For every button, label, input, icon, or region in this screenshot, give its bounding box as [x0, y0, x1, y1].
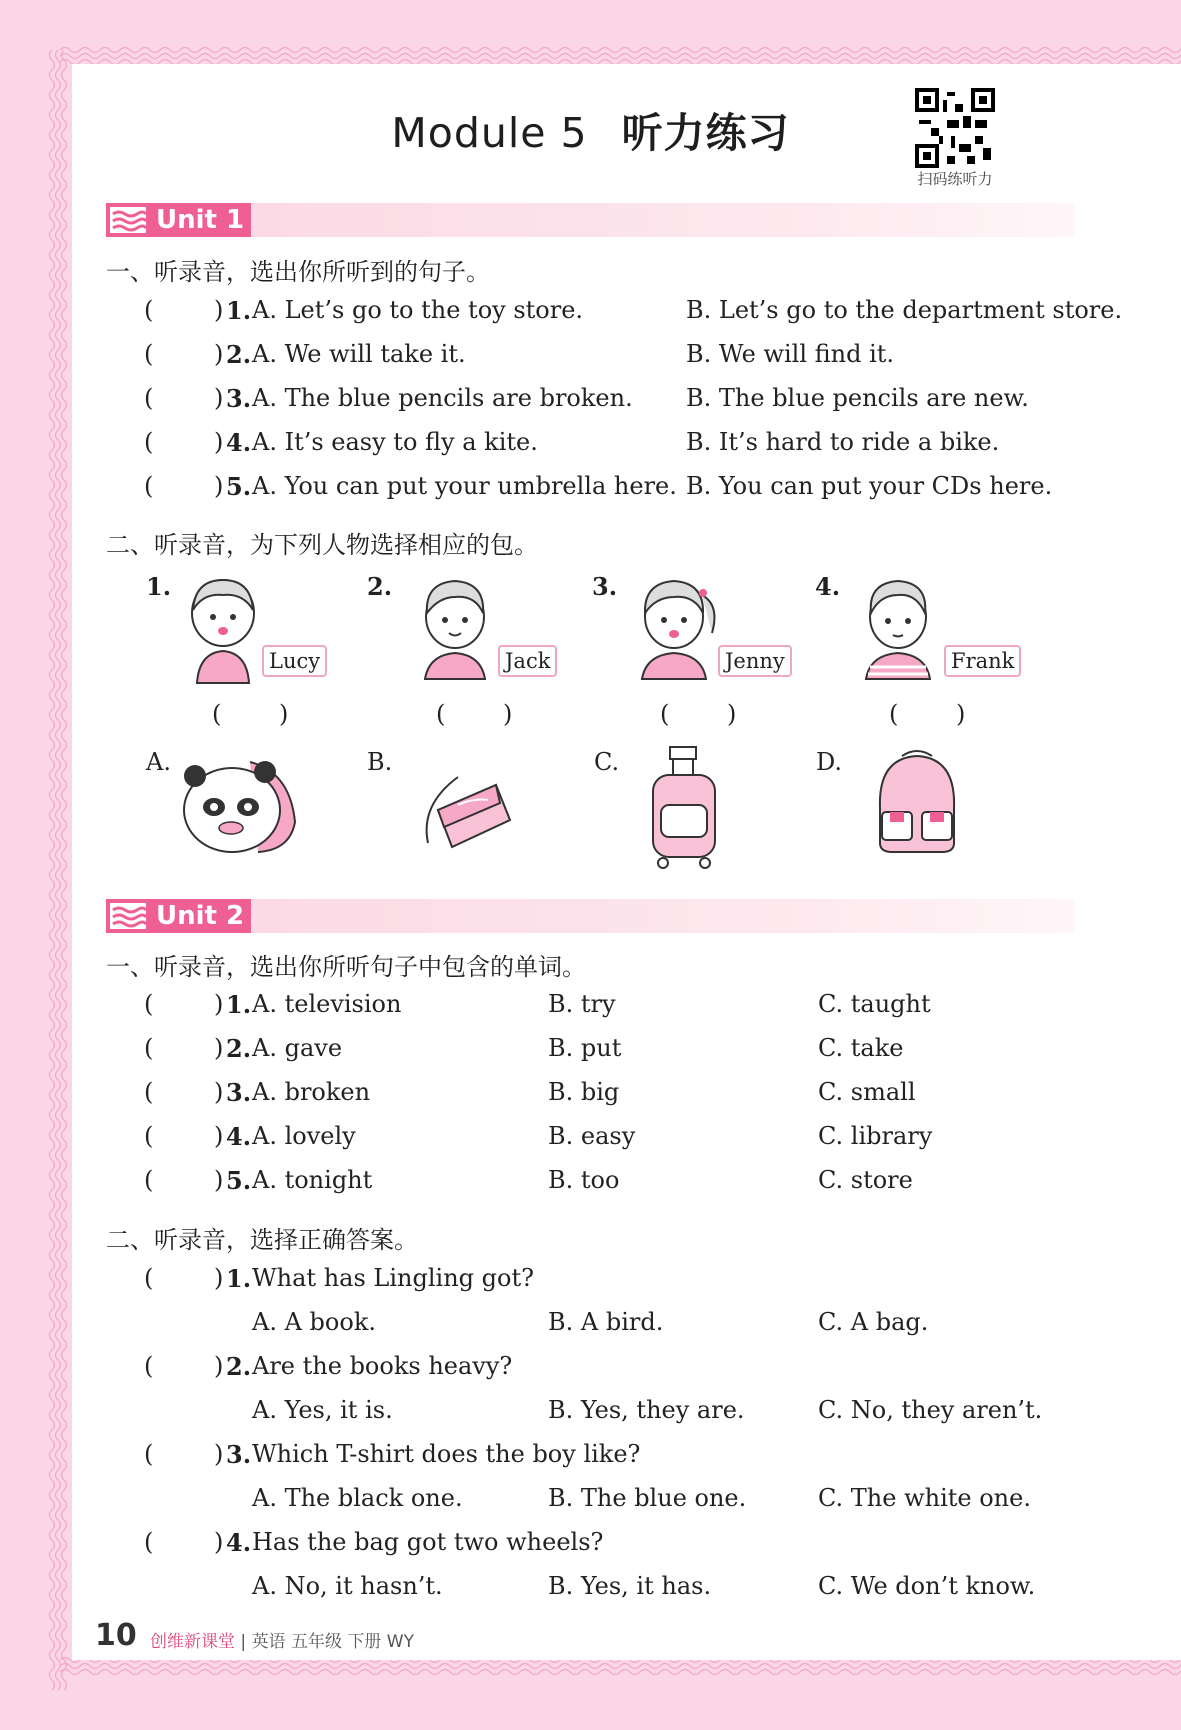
unit1-label: Unit 1	[156, 205, 245, 235]
answer-blank-open[interactable]: (	[144, 1166, 154, 1194]
option-c: C. We don’t know.	[818, 1572, 1036, 1600]
option-b: B. A bird.	[548, 1308, 664, 1336]
footer-text	[150, 1627, 414, 1652]
answer-blank-open[interactable]: (	[436, 700, 446, 728]
person-number: 2.	[367, 572, 393, 601]
option-b: B. We will find it.	[686, 340, 895, 368]
unit1-part1-instruction: 一、听录音，选出你所听到的句子。	[106, 258, 490, 286]
option-b: B. It’s hard to ride a bike.	[686, 428, 1000, 456]
question-number: 1.	[226, 990, 252, 1019]
option-b: B. big	[548, 1078, 620, 1106]
question-number: 3.	[226, 1440, 252, 1469]
page-title	[0, 100, 1181, 159]
bag-label: B.	[367, 748, 393, 776]
answer-blank-open[interactable]: (	[144, 1078, 154, 1106]
option-c: C. A bag.	[818, 1308, 929, 1336]
footer-divider: |	[240, 1632, 252, 1652]
option-b: B. Yes, it has.	[548, 1572, 712, 1600]
wave-icon	[110, 207, 146, 233]
option-a: A. Yes, it is.	[252, 1396, 393, 1424]
answer-blank-open[interactable]: (	[144, 296, 154, 324]
question-number: 1.	[226, 296, 252, 325]
answer-blank-open[interactable]: (	[144, 990, 154, 1018]
option-a: A. television	[252, 990, 402, 1018]
option-b: B. easy	[548, 1122, 636, 1150]
answer-blank-open[interactable]: (	[212, 700, 222, 728]
qr-caption: 扫码练听力	[917, 170, 993, 188]
answer-blank-close: )	[503, 700, 513, 728]
unit1-part2-instruction: 二、听录音，为下列人物选择相应的包。	[106, 531, 538, 559]
girl-jenny-illustration	[632, 575, 722, 680]
person-number: 1.	[146, 572, 172, 601]
option-c: C. small	[818, 1078, 916, 1106]
answer-blank-open[interactable]: (	[144, 1034, 154, 1062]
panda-backpack-illustration	[180, 752, 300, 857]
answer-blank-open[interactable]: (	[144, 1264, 154, 1292]
answer-blank-close: )	[279, 700, 289, 728]
option-c: C. store	[818, 1166, 913, 1194]
option-c: C. The white one.	[818, 1484, 1031, 1512]
trolley-backpack-illustration	[645, 745, 725, 870]
answer-blank-close: )	[214, 1034, 224, 1062]
module-label: Module 5	[391, 109, 588, 157]
unit2-label: Unit 2	[156, 901, 245, 931]
option-a: A. gave	[252, 1034, 343, 1062]
girl-lucy-illustration	[185, 575, 265, 685]
option-c: C. taught	[818, 990, 931, 1018]
question-number: 1.	[226, 1264, 252, 1293]
name-tag-lucy: Lucy	[262, 645, 327, 677]
option-c: C. library	[818, 1122, 933, 1150]
question-number: 2.	[226, 1034, 252, 1063]
answer-blank-close: )	[214, 1440, 224, 1468]
question-number: 3.	[226, 384, 252, 413]
answer-blank-close: )	[956, 700, 966, 728]
messenger-bag-illustration	[418, 765, 513, 855]
answer-blank-close: )	[214, 990, 224, 1018]
answer-blank-close: )	[727, 700, 737, 728]
qr-code-icon[interactable]	[915, 88, 995, 168]
name-tag-frank: Frank	[944, 645, 1021, 677]
option-a: A. No, it hasn’t.	[252, 1572, 443, 1600]
question-number: 4.	[226, 428, 252, 457]
unit2-part2-instruction: 二、听录音，选择正确答案。	[106, 1226, 418, 1254]
option-c: C. No, they aren’t.	[818, 1396, 1043, 1424]
boy-frank-illustration	[858, 575, 938, 680]
unit2-tag	[106, 899, 251, 933]
option-a: A. The black one.	[252, 1484, 463, 1512]
pink-backpack-illustration	[872, 748, 962, 858]
bag-label: C.	[594, 748, 620, 776]
option-b: B. Yes, they are.	[548, 1396, 745, 1424]
answer-blank-open[interactable]: (	[144, 340, 154, 368]
answer-blank-open[interactable]: (	[144, 384, 154, 412]
answer-blank-close: )	[214, 296, 224, 324]
brand-name: 创维新课堂	[150, 1632, 235, 1652]
option-b: B. too	[548, 1166, 620, 1194]
option-a: A. Let’s go to the toy store.	[252, 296, 584, 324]
option-a: A. We will take it.	[252, 340, 466, 368]
option-a: A. A book.	[252, 1308, 376, 1336]
name-tag-jenny: Jenny	[718, 645, 792, 677]
unit2-part1-instruction: 一、听录音，选出你所听句子中包含的单词。	[106, 953, 586, 981]
answer-blank-close: )	[214, 1264, 224, 1292]
option-a: A. The blue pencils are broken.	[252, 384, 633, 412]
option-a: A. tonight	[252, 1166, 373, 1194]
question-text: Has the bag got two wheels?	[252, 1528, 604, 1556]
question-number: 5.	[226, 1166, 252, 1195]
answer-blank-close: )	[214, 1166, 224, 1194]
page-number: 10	[95, 1618, 137, 1653]
option-a: A. You can put your umbrella here.	[252, 472, 677, 500]
wave-icon	[110, 903, 146, 929]
option-a: A. broken	[252, 1078, 371, 1106]
option-b: B. The blue pencils are new.	[686, 384, 1029, 412]
person-number: 4.	[815, 572, 841, 601]
answer-blank-close: )	[214, 1122, 224, 1150]
option-c: C. take	[818, 1034, 904, 1062]
person-number: 3.	[592, 572, 618, 601]
name-tag-jack: Jack	[498, 645, 557, 677]
answer-blank-open[interactable]: (	[660, 700, 670, 728]
bag-label: A.	[146, 748, 171, 776]
answer-blank-close: )	[214, 384, 224, 412]
answer-blank-close: )	[214, 1078, 224, 1106]
answer-blank-close: )	[214, 1528, 224, 1556]
question-number: 3.	[226, 1078, 252, 1107]
unit1-header	[106, 203, 1075, 237]
answer-blank-close: )	[214, 472, 224, 500]
boy-jack-illustration	[415, 575, 495, 680]
question-number: 4.	[226, 1528, 252, 1557]
answer-blank-open[interactable]: (	[144, 428, 154, 456]
option-b: B. You can put your CDs here.	[686, 472, 1053, 500]
question-text: Which T-shirt does the boy like?	[252, 1440, 641, 1468]
answer-blank-close: )	[214, 340, 224, 368]
question-text: What has Lingling got?	[252, 1264, 534, 1292]
option-b: B. put	[548, 1034, 622, 1062]
answer-blank-open[interactable]: (	[144, 1528, 154, 1556]
answer-blank-close: )	[214, 1352, 224, 1380]
question-number: 5.	[226, 472, 252, 501]
question-text: Are the books heavy?	[252, 1352, 513, 1380]
unit2-header	[106, 899, 1075, 933]
option-b: B. Let’s go to the department store.	[686, 296, 1123, 324]
answer-blank-open[interactable]: (	[889, 700, 899, 728]
answer-blank-close: )	[214, 428, 224, 456]
bag-label: D.	[816, 748, 843, 776]
option-a: A. lovely	[252, 1122, 356, 1150]
book-info: 英语 五年级 下册 WY	[251, 1632, 414, 1652]
answer-blank-open[interactable]: (	[144, 1122, 154, 1150]
question-number: 2.	[226, 340, 252, 369]
answer-blank-open[interactable]: (	[144, 472, 154, 500]
question-number: 4.	[226, 1122, 252, 1151]
question-number: 2.	[226, 1352, 252, 1381]
option-b: B. The blue one.	[548, 1484, 747, 1512]
option-b: B. try	[548, 990, 616, 1018]
unit1-tag	[106, 203, 251, 237]
topic-label: 听力练习	[621, 109, 790, 157]
answer-blank-open[interactable]: (	[144, 1440, 154, 1468]
option-a: A. It’s easy to fly a kite.	[252, 428, 538, 456]
answer-blank-open[interactable]: (	[144, 1352, 154, 1380]
